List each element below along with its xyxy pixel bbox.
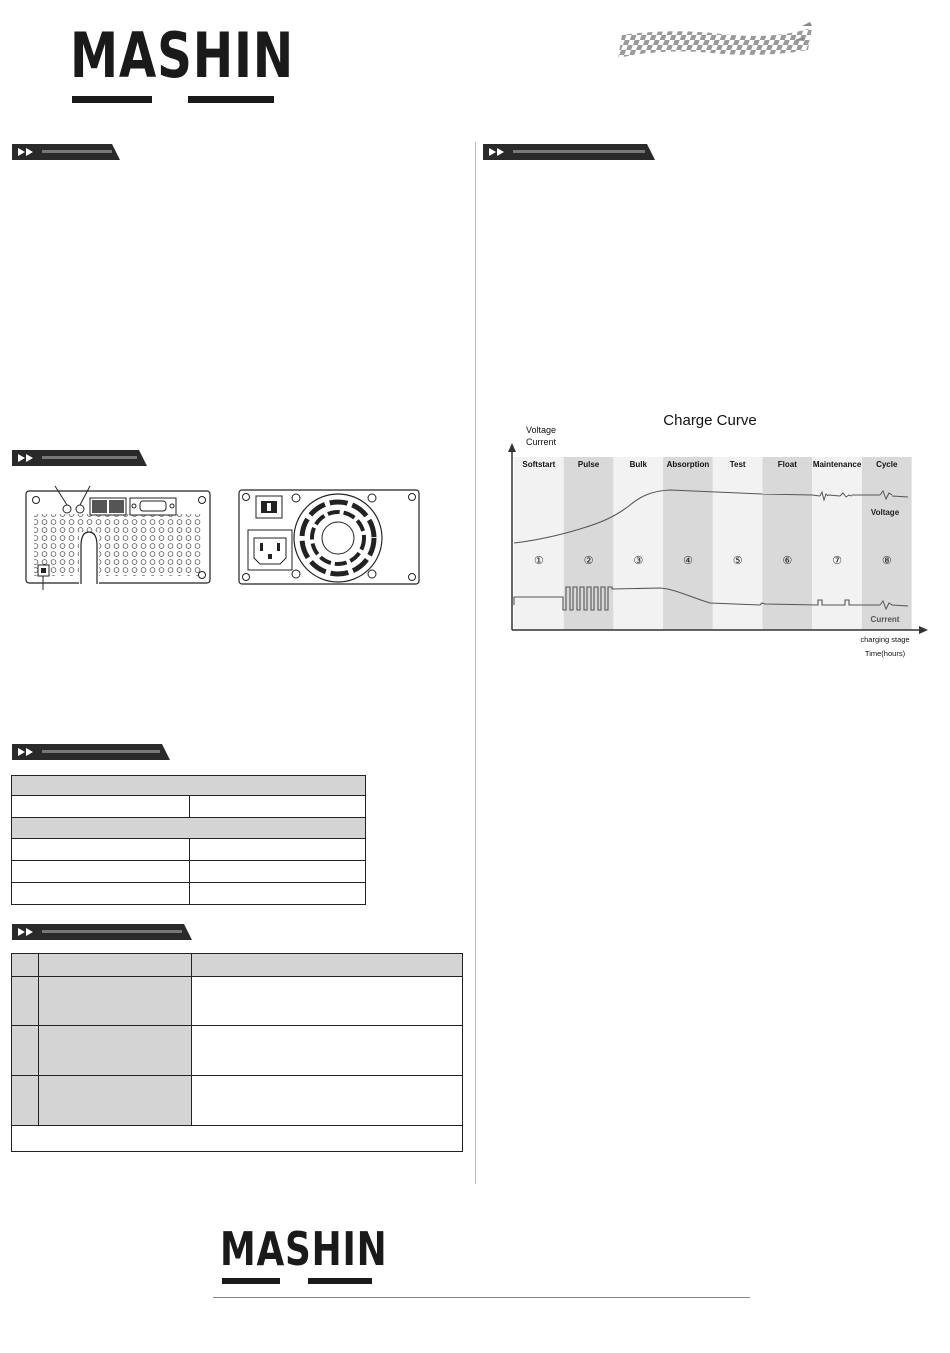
- x-axis-label-time: Time(hours): [864, 649, 906, 658]
- table-row: [12, 883, 366, 905]
- stage-number: ⑥: [782, 554, 793, 567]
- bottom-logo: [220, 1220, 388, 1288]
- table-cell: [192, 1026, 463, 1076]
- top-logo-underline-left: [72, 96, 152, 103]
- table-cell: [12, 818, 366, 839]
- bottom-logo-text: MASHIN: [220, 1222, 388, 1276]
- stage-band: [564, 457, 614, 630]
- bottom-logo-underline-right: [308, 1278, 372, 1284]
- chart-title: Charge Curve: [663, 412, 757, 429]
- rear-panel-diagram: [236, 488, 422, 588]
- table-cell: [190, 861, 366, 883]
- top-logo: [70, 18, 295, 106]
- voltage-series-label: Voltage: [870, 508, 900, 517]
- bottom-logo-underline-left: [222, 1278, 280, 1284]
- table-row: [12, 839, 366, 861]
- table-row: [12, 1076, 463, 1126]
- stage-label: Cycle: [876, 460, 898, 469]
- stage-band: [663, 457, 713, 630]
- current-series-label: Current: [870, 615, 900, 624]
- stage-band: [862, 457, 912, 630]
- spec-table: [11, 775, 366, 905]
- top-logo-text: MASHIN: [70, 19, 295, 92]
- table-cell: [12, 796, 190, 818]
- troubleshooting-table: [11, 953, 463, 1152]
- stage-number: ⑦: [832, 554, 842, 567]
- table-cell: [190, 796, 366, 818]
- stage-label: Absorption: [666, 460, 710, 469]
- table-cell: [190, 883, 366, 905]
- stage-label: Softstart: [522, 460, 556, 469]
- section-header-2: [12, 450, 147, 468]
- charge-curve-chart: [500, 405, 930, 665]
- table-cell: [12, 1026, 39, 1076]
- x-axis-label-stage: charging stage: [860, 635, 910, 644]
- footer-rule: [213, 1297, 750, 1298]
- stage-number: ⑧: [881, 554, 892, 567]
- table-cell: [12, 861, 190, 883]
- column-divider: [475, 142, 476, 1184]
- table-cell: [192, 1076, 463, 1126]
- table-cell: [190, 839, 366, 861]
- stage-label: Bulk: [629, 460, 647, 469]
- front-panel-diagram: [22, 478, 217, 596]
- stage-label: Pulse: [577, 460, 600, 469]
- stage-number: ①: [533, 554, 544, 567]
- stage-number: ②: [583, 554, 594, 567]
- stage-number: ⑤: [732, 554, 743, 567]
- stage-number: ③: [633, 554, 644, 567]
- table-row: [12, 1126, 463, 1152]
- table-cell: [12, 954, 39, 977]
- table-cell: [192, 977, 463, 1026]
- table-cell: [39, 1076, 192, 1126]
- table-row: [12, 977, 463, 1026]
- table-cell: [39, 1026, 192, 1076]
- table-cell: [39, 954, 192, 977]
- y-axis-label-current: Current: [526, 437, 557, 447]
- table-cell: [12, 1076, 39, 1126]
- stage-label: Test: [729, 460, 746, 469]
- y-axis-label-voltage: Voltage: [526, 425, 557, 435]
- table-cell: [39, 977, 192, 1026]
- checkered-flag-icon: [612, 20, 822, 65]
- table-row: [12, 796, 366, 818]
- stage-number: ④: [683, 554, 693, 567]
- x-axis-arrow: [919, 626, 928, 634]
- table-row: [12, 818, 366, 839]
- stage-band: [613, 457, 663, 630]
- table-cell: [12, 977, 39, 1026]
- stage-label: Maintenance: [812, 460, 862, 469]
- stage-band: [514, 457, 564, 630]
- top-logo-underline-right: [188, 96, 274, 103]
- table-row: [12, 1026, 463, 1076]
- table-cell: [12, 1126, 463, 1152]
- stage-band: [812, 457, 862, 630]
- y-axis-arrow: [508, 443, 516, 452]
- table-cell: [12, 883, 190, 905]
- section-header-4: [12, 924, 192, 942]
- table-cell: [12, 839, 190, 861]
- table-cell: [12, 776, 366, 796]
- table-row: [12, 776, 366, 796]
- table-cell: [192, 954, 463, 977]
- table-row: [12, 861, 366, 883]
- section-header-1: [12, 144, 120, 162]
- stage-label: Float: [777, 460, 797, 469]
- table-row: [12, 954, 463, 977]
- section-header-3: [12, 744, 170, 762]
- section-header-5: [483, 144, 655, 162]
